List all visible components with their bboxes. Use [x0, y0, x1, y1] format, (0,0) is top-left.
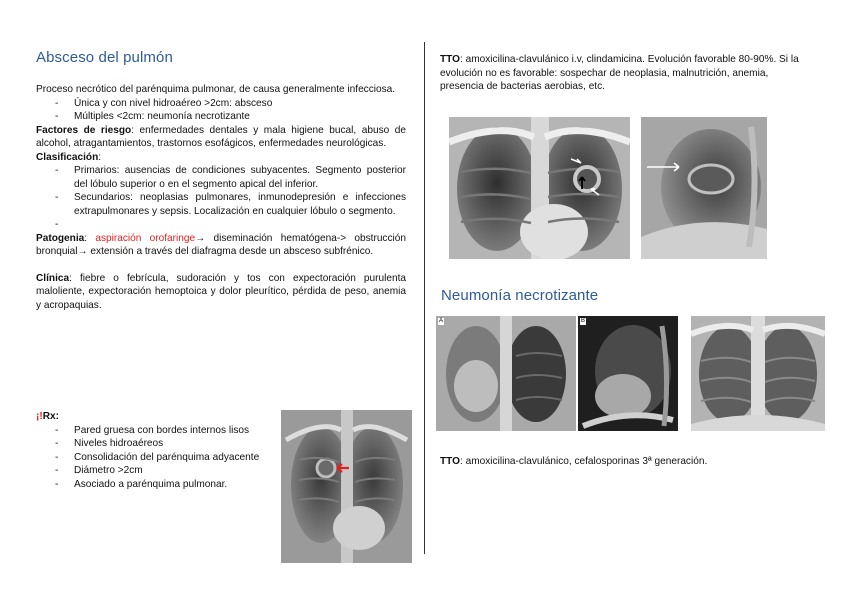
risk-factors-paragraph — [36, 124, 406, 151]
classification-colon: : — [98, 151, 102, 163]
treatment-label: TTO — [440, 456, 461, 467]
treatment-paragraph — [440, 53, 810, 94]
rx-list — [36, 424, 271, 492]
chest-xray-image-abscess — [281, 410, 412, 563]
clinical-text: : fiebre o febrícula, sudoración y tos con expectoración purulenta maloliente, expectoración hemoptoica y dolor pleurítico, pérdida de peso, anemia y acropaquias. — [36, 272, 406, 311]
pathogenesis-highlight: aspiración orofaringe — [95, 232, 196, 244]
chest-xray-image-panel-c — [691, 316, 825, 431]
intro-list — [36, 97, 406, 124]
pathogenesis-label: Patogenia — [36, 232, 85, 244]
list-item: - Diámetro >2cm — [36, 464, 271, 478]
list-item: - Primarios: ausencias de condiciones subyacentes. Segmento posterior del lóbulo superior o en el segmento apical del inferior. — [36, 164, 406, 191]
panel-label: A — [439, 318, 444, 324]
chest-xray-image-lateral — [641, 117, 767, 259]
risk-label: Factores de riesgo — [36, 124, 132, 136]
list-item: - Secundarios: neoplasias pulmonares, inmunodepresión e infecciones extrapulmonares y sepsis. Localización en cualquier lóbulo o segmento. — [36, 191, 406, 218]
rx-label: Rx: — [42, 411, 59, 422]
left-text-block — [36, 83, 406, 312]
list-item-empty — [36, 218, 406, 232]
classification-list — [36, 164, 406, 232]
treatment-block-2 — [440, 455, 820, 469]
chest-xray-image-panel-b — [578, 316, 678, 431]
rx-mark: ¡! — [36, 411, 43, 422]
list-item: - Múltiples <2cm: neumonía necrotizante — [36, 110, 406, 124]
list-item: - Pared gruesa con bordes internos lisos — [36, 424, 271, 438]
chest-xray-image-panel-a — [436, 316, 576, 431]
clinical-paragraph — [36, 272, 406, 313]
classification-heading — [36, 151, 406, 165]
list-item: - Niveles hidroaéreos — [36, 437, 271, 451]
risk-text: : enfermedades dentales y mala higiene bucal, abuso de alcohol, atragantamientos, trastornos esofágicos, enfermedades neurológicas. — [36, 124, 406, 149]
rx-block — [36, 410, 271, 491]
intro-paragraph: Proceso necrótico del parénquima pulmonar, de causa generalmente infecciosa. — [36, 84, 396, 95]
treatment-block-1 — [440, 53, 810, 94]
panel-label: B — [581, 318, 586, 324]
pathogenesis-paragraph — [36, 232, 406, 259]
section-title-absceso: Absceso del pulmón — [36, 49, 173, 66]
treatment-label: TTO — [440, 54, 461, 65]
treatment-text: : amoxicilina-clavulánico, cefalosporinas 3ª generación. — [460, 456, 708, 467]
list-item: - Asociado a parénquima pulmonar. — [36, 478, 271, 492]
rx-heading — [36, 410, 271, 424]
pathogenesis-colon: : — [84, 232, 88, 244]
treatment-text: : amoxicilina-clavulánico i.v, clindamicina. Evolución favorable 80-90%. Si la evolución no es favorable: sospechar de neoplasia, malnutrición, anemia, presencia de bacterias aerobias, etc. — [440, 54, 799, 92]
treatment-paragraph — [440, 455, 820, 469]
chest-xray-image-pa — [449, 117, 630, 259]
list-item: - Única y con nivel hidroaéreo >2cm: absceso — [36, 97, 406, 111]
pathogenesis-text: → diseminación hematógena-> obstrucción bronquial→ extensión a través del diafragma desde un absceso subfrénico. — [36, 232, 407, 257]
column-divider — [424, 42, 425, 554]
section-title-neumonia: Neumonía necrotizante — [441, 287, 599, 304]
classification-label: Clasificación — [36, 151, 99, 163]
clinical-label: Clínica — [36, 272, 70, 284]
list-item: - Consolidación del parénquima adyacente — [36, 451, 271, 465]
